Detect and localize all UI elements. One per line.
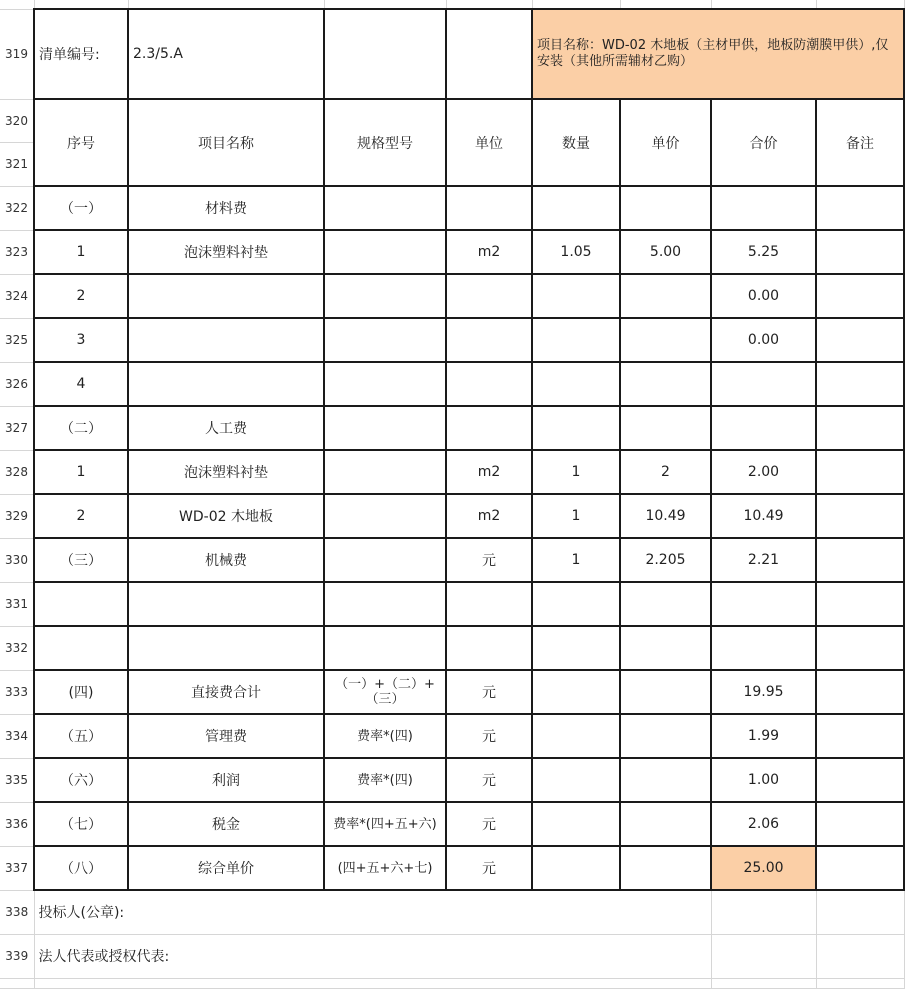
table-row — [0, 450, 904, 494]
cell-spec[interactable] — [324, 582, 446, 626]
cell-unit[interactable]: 元 — [446, 538, 532, 582]
cell-spec[interactable]: （一）+（二）+（三） — [324, 670, 446, 714]
row-header[interactable]: 337 — [0, 846, 34, 890]
cell-qty[interactable] — [532, 274, 620, 318]
cell-name[interactable]: 综合单价 — [128, 846, 324, 890]
cell-seq[interactable]: (四) — [34, 670, 128, 714]
cell[interactable] — [446, 9, 532, 99]
col-header-total[interactable]: 合价 — [711, 99, 816, 186]
cell-note[interactable] — [816, 274, 904, 318]
cell-price[interactable] — [620, 670, 711, 714]
cell-spec[interactable] — [324, 274, 446, 318]
cell-name[interactable]: 利润 — [128, 758, 324, 802]
table-row — [0, 714, 904, 758]
cell-unit[interactable] — [446, 318, 532, 362]
cell-note[interactable] — [816, 362, 904, 406]
row-header[interactable]: 327 — [0, 406, 34, 450]
cell-price[interactable] — [620, 318, 711, 362]
cell-unit[interactable]: 元 — [446, 714, 532, 758]
row-header-blank — [0, 978, 34, 988]
bottom-partial-row — [0, 978, 904, 988]
cell-spec[interactable]: 费率*(四) — [324, 714, 446, 758]
cell-note[interactable] — [816, 318, 904, 362]
table-row — [0, 318, 904, 362]
cell-note[interactable] — [816, 670, 904, 714]
cell-unit[interactable]: m2 — [446, 450, 532, 494]
cell-unit[interactable]: 元 — [446, 670, 532, 714]
cell[interactable] — [711, 934, 816, 978]
cell-note[interactable] — [816, 802, 904, 846]
row-header[interactable]: 339 — [0, 934, 34, 978]
cell[interactable] — [128, 0, 324, 9]
cell[interactable] — [711, 890, 816, 934]
col-header-name[interactable]: 项目名称 — [128, 99, 324, 186]
cell-unit[interactable] — [446, 362, 532, 406]
header-row — [0, 9, 904, 99]
cell-total[interactable] — [711, 186, 816, 230]
cell-qty[interactable]: 1 — [532, 494, 620, 538]
cell-spec[interactable] — [324, 538, 446, 582]
list-no-label[interactable]: 清单编号: — [34, 9, 128, 99]
cell-note[interactable] — [816, 538, 904, 582]
cell-note[interactable] — [816, 230, 904, 274]
cell-seq[interactable]: 1 — [34, 450, 128, 494]
table-row — [0, 582, 904, 626]
cell-spec[interactable] — [324, 494, 446, 538]
row-header[interactable]: 326 — [0, 362, 34, 406]
cell-price[interactable] — [620, 626, 711, 670]
cell-name[interactable]: 材料费 — [128, 186, 324, 230]
cell-name[interactable]: 泡沫塑料衬垫 — [128, 230, 324, 274]
cell-unit[interactable]: 元 — [446, 846, 532, 890]
cell-unit[interactable] — [446, 186, 532, 230]
cell-price[interactable] — [620, 362, 711, 406]
cell-qty[interactable] — [532, 362, 620, 406]
cell-spec[interactable] — [324, 230, 446, 274]
cell-seq[interactable]: （七） — [34, 802, 128, 846]
col-header-unit[interactable]: 单位 — [446, 99, 532, 186]
cell-spec[interactable] — [324, 406, 446, 450]
cell-total[interactable]: 1.99 — [711, 714, 816, 758]
table-row — [0, 494, 904, 538]
cell-price[interactable] — [620, 846, 711, 890]
cell-note[interactable] — [816, 758, 904, 802]
cell-price[interactable] — [620, 758, 711, 802]
cell-unit[interactable] — [446, 406, 532, 450]
cell-price[interactable]: 2.205 — [620, 538, 711, 582]
cell-price[interactable] — [620, 406, 711, 450]
cell-seq[interactable] — [34, 582, 128, 626]
cell-total[interactable] — [711, 582, 816, 626]
cell-note[interactable] — [816, 186, 904, 230]
cell[interactable] — [446, 0, 532, 9]
column-header-row — [0, 99, 904, 142]
cell-note[interactable] — [816, 494, 904, 538]
cell-total[interactable]: 2.06 — [711, 802, 816, 846]
table-row — [0, 802, 904, 846]
cell-unit[interactable] — [446, 582, 532, 626]
cell-price[interactable]: 5.00 — [620, 230, 711, 274]
cell-price[interactable] — [620, 714, 711, 758]
cell[interactable] — [34, 0, 128, 9]
project-title[interactable]: 项目名称：WD-02 木地板（主材甲供，地板防潮膜甲供）,仅安装（其他所需辅材乙购） — [532, 9, 904, 99]
cell-price[interactable] — [620, 186, 711, 230]
row-header-blank — [0, 0, 34, 9]
cell-spec[interactable]: 费率*(四+五+六) — [324, 802, 446, 846]
cell-total[interactable]: 2.00 — [711, 450, 816, 494]
cell-note[interactable] — [816, 582, 904, 626]
row-header[interactable]: 321 — [0, 142, 34, 186]
row-header[interactable]: 329 — [0, 494, 34, 538]
cell-unit[interactable] — [446, 626, 532, 670]
cell-spec[interactable] — [324, 186, 446, 230]
cell[interactable] — [816, 890, 904, 934]
cell-total[interactable]: 0.00 — [711, 318, 816, 362]
cell-total[interactable]: 10.49 — [711, 494, 816, 538]
cell-name[interactable]: 机械费 — [128, 538, 324, 582]
cell-seq[interactable]: （五） — [34, 714, 128, 758]
cell-qty[interactable] — [532, 714, 620, 758]
cell-unit[interactable]: 元 — [446, 758, 532, 802]
cell-qty[interactable]: 1 — [532, 450, 620, 494]
cell[interactable] — [532, 0, 620, 9]
table-row — [0, 274, 904, 318]
row-header[interactable]: 333 — [0, 670, 34, 714]
cell-name[interactable] — [128, 274, 324, 318]
cell-price[interactable] — [620, 802, 711, 846]
cell-qty[interactable] — [532, 626, 620, 670]
cell-qty[interactable] — [532, 582, 620, 626]
cell-seq[interactable]: （三） — [34, 538, 128, 582]
col-header-seq[interactable]: 序号 — [34, 99, 128, 186]
cell-seq[interactable]: （六） — [34, 758, 128, 802]
cell-qty[interactable]: 1.05 — [532, 230, 620, 274]
cell-qty[interactable] — [532, 186, 620, 230]
row-header[interactable]: 330 — [0, 538, 34, 582]
row-header[interactable]: 335 — [0, 758, 34, 802]
row-header[interactable]: 322 — [0, 186, 34, 230]
cell-seq[interactable]: 4 — [34, 362, 128, 406]
cell-price[interactable] — [620, 582, 711, 626]
col-header-note[interactable]: 备注 — [816, 99, 904, 186]
table-row — [0, 362, 904, 406]
cell-total[interactable]: 2.21 — [711, 538, 816, 582]
cell-seq[interactable]: 2 — [34, 274, 128, 318]
cell-total[interactable] — [711, 626, 816, 670]
row-header[interactable]: 336 — [0, 802, 34, 846]
col-header-price[interactable]: 单价 — [620, 99, 711, 186]
cell-qty[interactable]: 1 — [532, 538, 620, 582]
cell-name[interactable] — [128, 582, 324, 626]
cell[interactable] — [816, 0, 904, 9]
cell-unit[interactable]: m2 — [446, 494, 532, 538]
cell-seq[interactable]: （八） — [34, 846, 128, 890]
row-header[interactable]: 332 — [0, 626, 34, 670]
row-header[interactable]: 331 — [0, 582, 34, 626]
cell-seq[interactable] — [34, 626, 128, 670]
cell[interactable] — [711, 978, 816, 988]
list-no-value[interactable]: 2.3/5.A — [128, 9, 324, 99]
cell-name[interactable]: 人工费 — [128, 406, 324, 450]
table-row — [0, 406, 904, 450]
cell-name[interactable] — [128, 626, 324, 670]
row-header[interactable]: 324 — [0, 274, 34, 318]
cell-unit[interactable]: 元 — [446, 802, 532, 846]
cell-price[interactable]: 2 — [620, 450, 711, 494]
table-row — [0, 230, 904, 274]
cell-note[interactable] — [816, 714, 904, 758]
cell-seq[interactable]: （二） — [34, 406, 128, 450]
cell-name[interactable]: 管理费 — [128, 714, 324, 758]
cell[interactable] — [34, 978, 711, 988]
cell-name[interactable] — [128, 318, 324, 362]
cell[interactable] — [620, 0, 711, 9]
cell-name[interactable]: WD-02 木地板 — [128, 494, 324, 538]
cell-spec[interactable] — [324, 318, 446, 362]
cell-qty[interactable] — [532, 846, 620, 890]
cell-qty[interactable] — [532, 802, 620, 846]
footer-row — [0, 934, 904, 978]
table-row — [0, 758, 904, 802]
cell-spec[interactable] — [324, 626, 446, 670]
cell-total[interactable]: 1.00 — [711, 758, 816, 802]
cell-name[interactable]: 直接费合计 — [128, 670, 324, 714]
row-header[interactable]: 334 — [0, 714, 34, 758]
cell-spec[interactable]: (四+五+六+七) — [324, 846, 446, 890]
cell-total[interactable]: 19.95 — [711, 670, 816, 714]
cell-total[interactable] — [711, 406, 816, 450]
cell[interactable] — [816, 934, 904, 978]
row-header[interactable]: 320 — [0, 99, 34, 142]
row-header[interactable]: 319 — [0, 9, 34, 99]
cell[interactable] — [816, 978, 904, 988]
cell-price[interactable] — [620, 274, 711, 318]
cell-seq[interactable]: 2 — [34, 494, 128, 538]
cell-seq[interactable]: 1 — [34, 230, 128, 274]
cell-name[interactable]: 税金 — [128, 802, 324, 846]
table-row — [0, 538, 904, 582]
cell-seq[interactable]: （一） — [34, 186, 128, 230]
cell-spec[interactable] — [324, 450, 446, 494]
top-partial-row — [0, 0, 904, 9]
row-header[interactable]: 328 — [0, 450, 34, 494]
cell-qty[interactable] — [532, 758, 620, 802]
cell[interactable] — [711, 0, 816, 9]
cell-note[interactable] — [816, 450, 904, 494]
cell-total[interactable]: 5.25 — [711, 230, 816, 274]
cell-spec[interactable] — [324, 362, 446, 406]
cell-name[interactable] — [128, 362, 324, 406]
table-row — [0, 670, 904, 714]
footer-row — [0, 890, 904, 934]
cell-qty[interactable] — [532, 406, 620, 450]
cell-note[interactable] — [816, 846, 904, 890]
cell[interactable] — [324, 9, 446, 99]
row-header[interactable]: 325 — [0, 318, 34, 362]
row-header[interactable]: 323 — [0, 230, 34, 274]
cell-spec[interactable]: 费率*(四) — [324, 758, 446, 802]
cell-qty[interactable] — [532, 318, 620, 362]
table-row — [0, 846, 904, 890]
legal-rep-label[interactable]: 法人代表或授权代表: — [34, 934, 711, 978]
cell-note[interactable] — [816, 406, 904, 450]
bidder-seal-label[interactable]: 投标人(公章): — [34, 890, 711, 934]
cell-name[interactable]: 泡沫塑料衬垫 — [128, 450, 324, 494]
cell-total[interactable]: 0.00 — [711, 274, 816, 318]
cell-note[interactable] — [816, 626, 904, 670]
cell-seq[interactable]: 3 — [34, 318, 128, 362]
cell-price[interactable]: 10.49 — [620, 494, 711, 538]
row-header[interactable]: 338 — [0, 890, 34, 934]
cell-unit[interactable] — [446, 274, 532, 318]
col-header-qty[interactable]: 数量 — [532, 99, 620, 186]
cell-qty[interactable] — [532, 670, 620, 714]
cell-unit[interactable]: m2 — [446, 230, 532, 274]
col-header-spec[interactable]: 规格型号 — [324, 99, 446, 186]
table-row — [0, 186, 904, 230]
cell-total[interactable] — [711, 362, 816, 406]
cell-total-highlight[interactable]: 25.00 — [711, 846, 816, 890]
cell[interactable] — [324, 0, 446, 9]
table-row — [0, 626, 904, 670]
